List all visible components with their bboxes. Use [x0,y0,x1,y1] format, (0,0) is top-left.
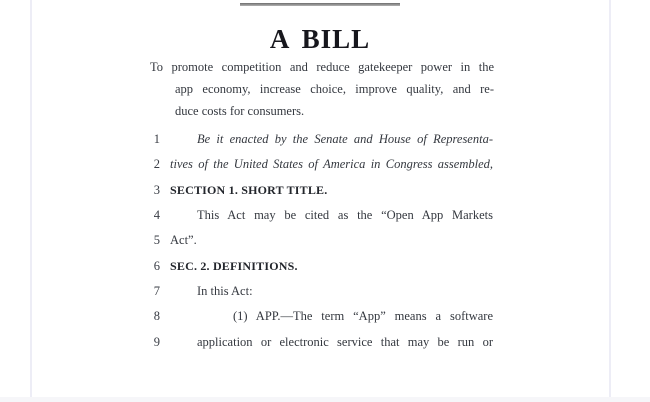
line-text: This Act may be cited as the “Open App Markets [197,208,493,223]
line-number: 2 [153,157,160,172]
bill-line [0,279,650,304]
line-number: 1 [153,132,160,146]
bill-line [0,203,650,228]
line-text: Be it enacted by the Senate and House of Representa- [197,132,493,146]
page-bottom-edge [0,397,650,402]
line-number: 9 [153,334,160,349]
bill-body [0,127,650,355]
bill-line [0,330,650,355]
preamble-line: duce costs for consumers. [175,104,305,118]
preamble-line: To promote competition and reduce gatekeeper power in the [150,60,494,74]
bill-line [0,127,650,152]
line-number: 4 [153,208,160,223]
line-text: Act”. [170,233,197,248]
line-number: 6 [153,258,160,273]
section-heading: SEC. 2. DEFINITIONS. [170,258,298,273]
bill-title: A BILL [269,24,371,54]
bill-preamble [150,56,494,122]
line-text: (1) APP.—The term “App” means a software [233,309,493,324]
line-text: In this Act: [197,284,253,299]
bill-line [0,304,650,329]
bill-line [0,228,650,253]
bill-line [0,152,650,177]
section-heading: SECTION 1. SHORT TITLE. [170,182,328,197]
line-number: 5 [153,233,160,248]
line-number: 8 [153,309,160,324]
line-text: tives of the United States of America in Congress assembled, [170,157,493,172]
line-number: 7 [153,284,160,299]
preamble-line: app economy, increase choice, improve quality, and re- [175,82,494,96]
line-text: application or electronic service that may be run or [197,334,493,349]
line-number: 3 [153,182,160,197]
header-divider-line [240,3,400,6]
bill-line [0,254,650,279]
bill-line [0,178,650,203]
